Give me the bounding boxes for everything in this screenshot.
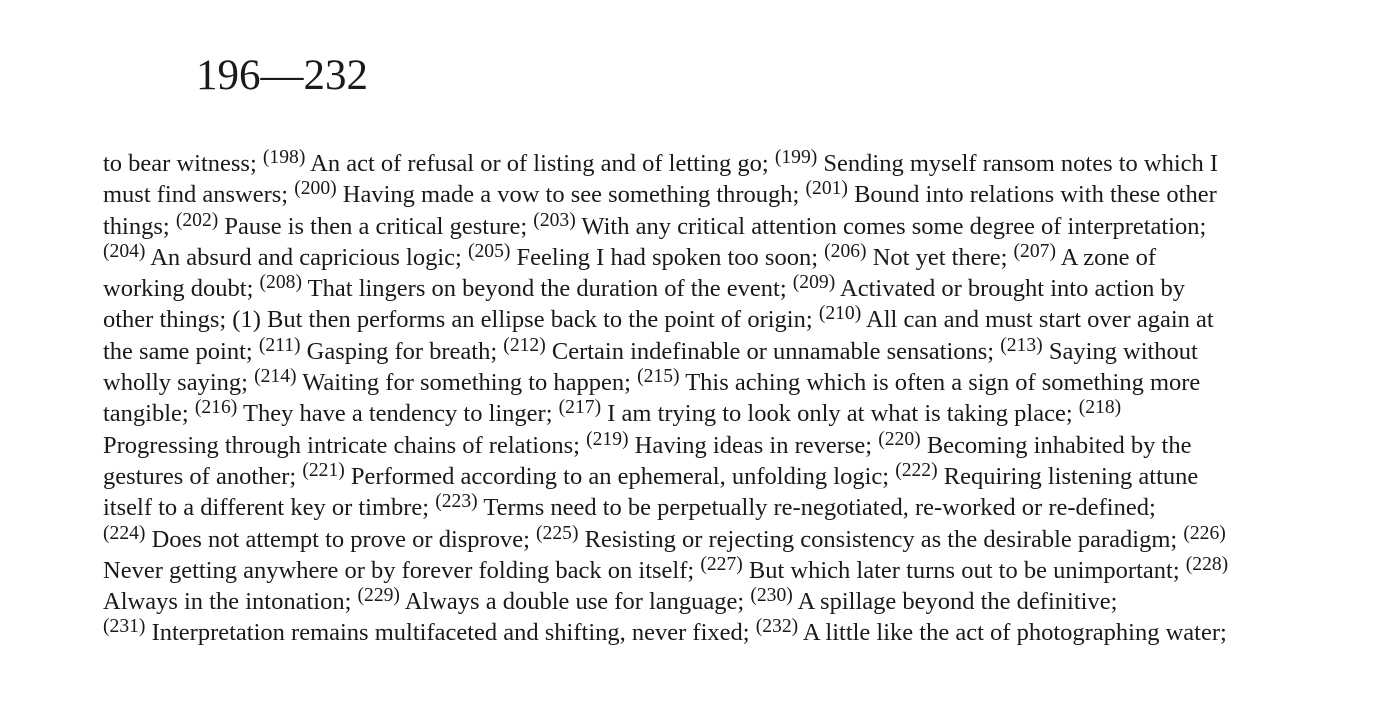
text-segment: That lingers on beyond the duration of the event; (301, 275, 793, 303)
text-segment: Gasping for breath; (300, 337, 504, 365)
text-segment: Never getting anywhere or by forever folding back on itself; (103, 556, 701, 584)
note-number: (220) (878, 428, 921, 450)
note-number: (218) (1078, 397, 1122, 419)
note-number: (222) (895, 459, 938, 481)
note-number: (216) (194, 397, 238, 419)
text-segment: Resisting or rejecting consistency as the desirable paradigm; (578, 525, 1184, 553)
note-number: (207) (1013, 240, 1056, 262)
text-line (103, 304, 1303, 335)
text-line (103, 367, 1303, 398)
note-number: (226) (1183, 522, 1226, 544)
text-segment: Sending myself ransom notes to which I (817, 150, 1219, 177)
note-number: (224) (103, 522, 146, 544)
text-segment: Having made a vow to see something through; (336, 181, 806, 209)
text-line (103, 555, 1303, 586)
text-segment: They have a tendency to linger; (237, 400, 559, 428)
text-segment: wholly saying; (103, 369, 255, 397)
text-segment: Terms need to be perpetually re-negotiated, re-worked or re-defined; (477, 494, 1156, 522)
text-segment: gestures of another; (103, 462, 303, 490)
note-number: (201) (805, 178, 848, 200)
body-text (103, 148, 1303, 649)
text-segment: Saying without (1042, 337, 1198, 365)
text-line (103, 398, 1303, 429)
text-segment: Becoming inhabited by the (920, 431, 1192, 459)
note-number: (199) (774, 146, 818, 168)
note-number: (212) (503, 334, 546, 356)
text-segment: things; (103, 212, 176, 240)
note-number: (228) (1185, 553, 1229, 575)
note-number: (206) (824, 240, 867, 262)
text-segment: other things; (1) But then performs an ellipse back to the point of origin; (103, 306, 819, 334)
text-line (103, 461, 1303, 492)
note-number: (229) (357, 584, 400, 606)
text-line (103, 148, 1303, 179)
text-segment: Progressing through intricate chains of relations; (103, 431, 587, 459)
text-segment: Always a double use for language; (399, 588, 751, 616)
text-segment: Performed according to an ephemeral, unfolding logic; (344, 462, 896, 490)
text-segment: Does not attempt to prove or disprove; (145, 525, 537, 553)
text-segment: Activated or brought into action by (835, 275, 1185, 303)
note-number: (202) (175, 209, 219, 231)
text-line (103, 430, 1303, 461)
text-line (103, 273, 1303, 304)
note-number: (231) (103, 616, 146, 638)
text-segment: I am trying to look only at what is taking place; (601, 400, 1079, 428)
text-line (103, 242, 1303, 273)
text-line (103, 179, 1303, 210)
text-segment: to bear witness; (103, 150, 263, 177)
note-number: (225) (536, 522, 579, 544)
note-number: (230) (750, 584, 793, 606)
note-number: (223) (435, 491, 478, 513)
text-segment: With any critical attention comes some degree of interpretation; (575, 212, 1207, 240)
text-segment: Feeling I had spoken too soon; (510, 243, 825, 271)
text-segment: Bound into relations with these other (847, 181, 1217, 209)
text-segment: Certain indefinable or unnamable sensations; (545, 337, 1001, 365)
text-line (103, 336, 1303, 367)
text-segment: Waiting for something to happen; (296, 369, 638, 397)
text-line (103, 211, 1303, 242)
text-segment: Not yet there; (866, 243, 1014, 271)
text-line (103, 586, 1303, 617)
text-segment: tangible; (103, 400, 195, 428)
note-number: (214) (254, 365, 297, 387)
note-number: (198) (262, 146, 306, 168)
text-segment: All can and must start over again at (861, 306, 1214, 334)
text-segment: This aching which is often a sign of something more (679, 369, 1201, 397)
note-number: (232) (755, 616, 799, 638)
text-segment: But which later turns out to be unimportant; (742, 556, 1186, 584)
text-segment: Having ideas in reverse; (628, 431, 879, 459)
text-segment: A zone of (1055, 243, 1157, 271)
text-segment: Interpretation remains multifaceted and shifting, never fixed; (145, 619, 756, 647)
page-title: 196—232 (196, 52, 368, 99)
note-number: (205) (467, 240, 511, 262)
text-segment: Requiring listening attune (937, 462, 1199, 490)
note-number: (215) (637, 365, 680, 387)
note-number: (221) (302, 459, 345, 481)
text-line (103, 617, 1303, 648)
note-number: (211) (258, 334, 301, 356)
text-segment: A spillage beyond the definitive; (792, 588, 1118, 616)
text-segment: Pause is then a critical gesture; (218, 212, 534, 240)
note-number: (217) (558, 397, 602, 419)
note-number: (210) (818, 303, 862, 325)
text-segment: working doubt; (103, 275, 260, 303)
text-line (103, 524, 1303, 555)
note-number: (208) (259, 271, 302, 293)
note-number: (204) (103, 240, 146, 262)
text-segment: A little like the act of photographing water; (798, 619, 1227, 647)
text-segment: Always in the intonation; (103, 588, 358, 616)
text-segment: itself to a different key or timbre; (103, 494, 436, 522)
note-number: (209) (792, 271, 836, 293)
note-number: (200) (294, 178, 337, 200)
text-segment: must find answers; (103, 181, 295, 209)
note-number: (203) (533, 209, 576, 231)
text-line (103, 492, 1303, 523)
text-segment: An act of refusal or of listing and of letting go; (305, 150, 775, 177)
note-number: (219) (586, 428, 629, 450)
text-segment: the same point; (103, 337, 259, 365)
note-number: (213) (1000, 334, 1043, 356)
note-number: (227) (700, 553, 743, 575)
text-segment: An absurd and capricious logic; (145, 243, 468, 271)
